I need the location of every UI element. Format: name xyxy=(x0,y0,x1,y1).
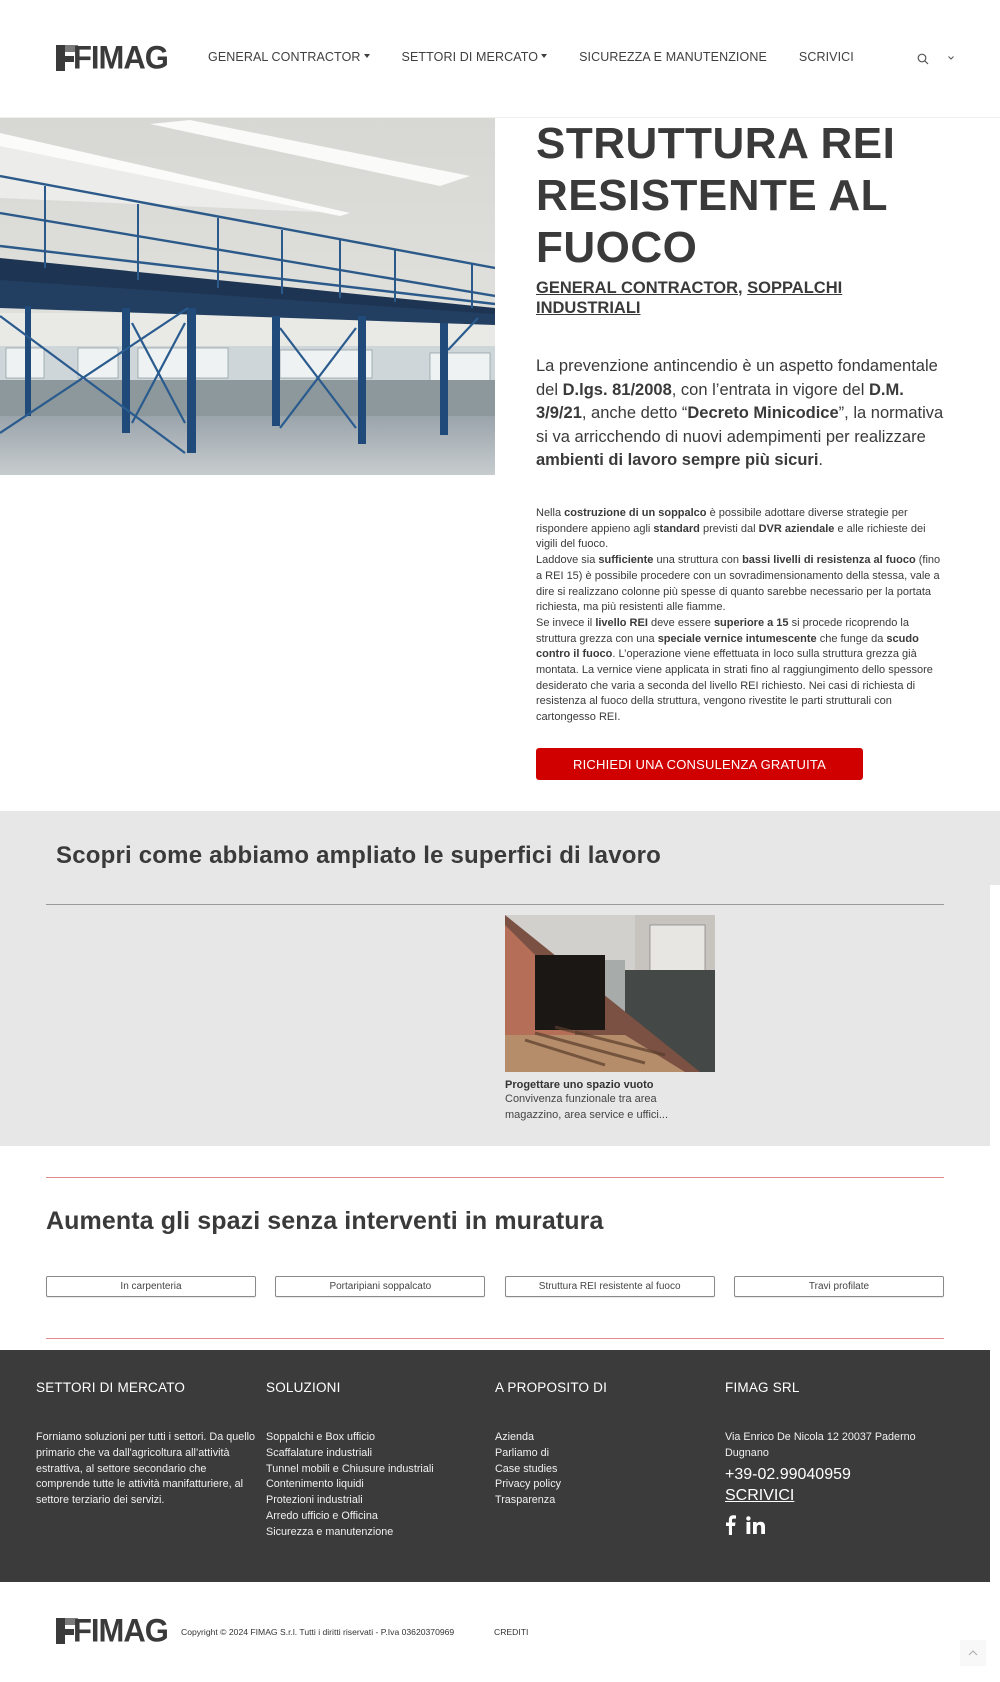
body-paragraph xyxy=(536,553,948,616)
site-footer xyxy=(0,1350,990,1582)
related-section-bg-lower xyxy=(0,884,990,1146)
chevron-down-icon[interactable] xyxy=(947,54,955,62)
text-run: La prevenzione antincendio è un aspetto fondamentale del xyxy=(536,357,938,399)
hero-image xyxy=(0,118,495,475)
aumenta-section-title: Aumenta gli spazi senza interventi in muratura xyxy=(46,1207,604,1235)
bold-text: DVR aziendale xyxy=(758,522,835,535)
text-run: Se invece il xyxy=(536,616,596,629)
text-run: Nella xyxy=(536,507,565,519)
before-after-photo xyxy=(505,915,715,1072)
body-paragraph xyxy=(536,616,948,726)
card-description: Convivenza funzionale tra area magazzino, area service e uffici... xyxy=(505,1093,669,1121)
divider-top xyxy=(46,1177,944,1178)
text-run: una struttura con xyxy=(653,554,743,567)
tag-portaripiani-soppalcato[interactable]: Portaripiani soppalcato xyxy=(275,1276,485,1297)
bold-text: sufficiente xyxy=(598,554,654,567)
footer-heading: A PROPOSITO DI xyxy=(495,1380,608,1395)
footer-link[interactable]: Soppalchi e Box ufficio xyxy=(266,1431,376,1443)
nav-sicurezza-e-manutenzione[interactable] xyxy=(579,50,767,64)
footer-phone[interactable]: +39-02.99040959 xyxy=(725,1465,851,1483)
footer-logo[interactable] xyxy=(56,1612,168,1649)
case-study-card[interactable] xyxy=(505,915,715,1123)
category-links xyxy=(536,278,936,318)
footer-link[interactable]: Azienda xyxy=(495,1431,535,1443)
footer-col-fimag xyxy=(725,1380,935,1535)
footer-link[interactable]: Contenimento liquidi xyxy=(266,1478,364,1491)
bold-text: D.lgs. 81/2008 xyxy=(562,380,672,399)
logo-text: FIMAG xyxy=(73,39,168,76)
tag-in-carpenteria[interactable]: In carpenteria xyxy=(46,1276,256,1297)
footer-link[interactable]: Tunnel mobili e Chiusure industriali xyxy=(266,1462,434,1475)
main-nav xyxy=(208,50,886,64)
text-run: si procede ricoprendo la struttura grezza con una xyxy=(536,616,909,645)
body-paragraph xyxy=(536,506,948,553)
lead-paragraph xyxy=(536,355,946,473)
divider-bottom xyxy=(46,1338,944,1339)
bold-text: ambienti di lavoro sempre più sicuri xyxy=(536,451,819,470)
footer-links xyxy=(266,1430,486,1541)
text-run: , con l’entrata in vigore del xyxy=(671,380,869,399)
footer-links xyxy=(495,1430,695,1509)
copyright-text: Copyright © 2024 FIMAG S.r.l. Tutti i diritti riservati - P.Iva 03620370969 xyxy=(181,1627,455,1637)
back-to-top-button[interactable] xyxy=(960,1640,986,1666)
tag-struttura-rei[interactable]: Struttura REI resistente al fuoco xyxy=(505,1276,715,1297)
nav-general-contractor[interactable] xyxy=(208,50,370,64)
footer-link[interactable]: Trasparenza xyxy=(495,1494,556,1507)
bold-text: bassi livelli di resistenza al fuoco xyxy=(742,554,916,567)
chevron-up-icon xyxy=(968,1650,978,1656)
nav-label: SETTORI DI MERCATO xyxy=(401,50,539,64)
facebook-icon[interactable] xyxy=(725,1515,736,1535)
text-run: è possibile adottare diverse strategie per rispondere appieno agli xyxy=(536,507,908,535)
category-separator: , xyxy=(737,279,748,297)
bold-text: superiore a 15 xyxy=(713,616,789,629)
text-run: che funge da xyxy=(816,632,887,645)
card-image xyxy=(505,915,715,1072)
free-consultation-button[interactable]: RICHIEDI UNA CONSULENZA GRATUITA xyxy=(536,748,863,780)
text-run: (fino a REI 15) è possibile procedere con un sovradimensionamento della stessa, vale a dire si realizzano colonne più spesse di quanto sarebbe necessario per la portata richiesta, ma più resistenti alle fiamme. xyxy=(536,554,941,614)
bold-text: standard xyxy=(653,522,700,535)
bold-text: costruzione di un soppalco xyxy=(564,507,707,519)
footer-col-a-proposito xyxy=(495,1380,695,1509)
footer-col-settori xyxy=(36,1380,256,1509)
footer-heading: SETTORI DI MERCATO xyxy=(36,1380,186,1395)
site-header xyxy=(0,0,1000,118)
nav-label: SCRIVICI xyxy=(798,50,854,64)
bold-text: speciale vernice intumescente xyxy=(657,632,817,645)
footer-col-soluzioni xyxy=(266,1380,486,1541)
related-section-title: Scopri come abbiamo ampliato le superfici di lavoro xyxy=(56,842,662,869)
text-run: , anche detto “ xyxy=(581,404,688,423)
fimag-logo[interactable] xyxy=(56,39,168,76)
nav-settori-di-mercato[interactable] xyxy=(402,50,548,64)
crediti-link[interactable]: CREDITI xyxy=(494,1627,529,1637)
footer-text: Forniamo soluzioni per tutti i settori. Da quello primario che va dall'agricoltura all’attività estrattiva, al settore secondario che comprende tutte le attività manifatturiere, al settore terziario dei servizi. xyxy=(36,1431,256,1507)
bold-text: scudo contro il fuoco xyxy=(536,632,919,661)
nav-label: SICUREZZA E MANUTENZIONE xyxy=(579,50,767,64)
linkedin-icon[interactable] xyxy=(746,1516,766,1534)
footer-heading: FIMAG SRL xyxy=(725,1380,800,1395)
footer-link[interactable]: Parliamo di xyxy=(495,1446,550,1459)
category-link-soppalchi-industriali[interactable]: SOPPALCHI INDUSTRIALI xyxy=(536,279,843,317)
bold-text: livello REI xyxy=(595,616,648,629)
tag-travi-profilate[interactable]: Travi profilate xyxy=(734,1276,944,1297)
footer-link[interactable]: Sicurezza e manutenzione xyxy=(266,1525,394,1538)
page-title: STRUTTURA REI RESISTENTE AL FUOCO xyxy=(536,119,896,272)
text-run: previsti dal xyxy=(699,522,759,535)
footer-link[interactable]: Case studies xyxy=(495,1462,558,1475)
card-title: Progettare uno spazio vuoto xyxy=(505,1079,654,1091)
footer-link[interactable]: Protezioni industriali xyxy=(266,1494,363,1507)
footer-link[interactable]: Arredo ufficio e Officina xyxy=(266,1509,378,1522)
text-run: Laddove sia xyxy=(536,554,599,567)
bold-text: D.M. 3/9/21 xyxy=(536,380,904,423)
text-run: deve essere xyxy=(647,616,714,629)
footer-scrivici-link[interactable]: SCRIVICI xyxy=(725,1486,795,1504)
text-run: . xyxy=(818,451,824,470)
divider xyxy=(46,904,944,905)
caret-down-icon xyxy=(541,54,547,58)
mezzanine-photo xyxy=(0,118,495,475)
nav-scrivici[interactable] xyxy=(799,50,854,64)
category-link-general-contractor[interactable]: GENERAL CONTRACTOR xyxy=(536,279,738,297)
footer-heading: SOLUZIONI xyxy=(266,1380,341,1395)
footer-link[interactable]: Privacy policy xyxy=(495,1478,561,1491)
solution-tags xyxy=(46,1276,944,1297)
search-icon[interactable] xyxy=(917,53,929,65)
bold-text: Decreto Minicodice xyxy=(687,404,839,423)
text-run: e alle richieste dei vigili del fuoco. xyxy=(536,522,926,551)
caret-down-icon xyxy=(364,54,370,58)
footer-address: Via Enrico De Nicola 12 20037 Paderno Dugnano xyxy=(725,1431,916,1459)
text-run: . L’operazione viene effettuata in loco sulla struttura grezza già montata. La vernice viene applicata in strati fino al raggiungimento dello spessore desiderato che varia a seconda del livello REI richiesto. Nei casi di richiesta di resistenza al fuoco della struttura, vengono rivestite le parti strutturali con cartongesso REI. xyxy=(536,648,933,724)
logo-text: FIMAG xyxy=(73,1612,168,1649)
body-text xyxy=(536,506,948,726)
footer-link[interactable]: Scaffalature industriali xyxy=(266,1446,373,1459)
nav-label: GENERAL CONTRACTOR xyxy=(208,50,361,64)
social-links xyxy=(725,1515,935,1535)
text-run: ”, la normativa si va arricchendo di nuovi adempimenti per realizzare xyxy=(536,404,944,446)
